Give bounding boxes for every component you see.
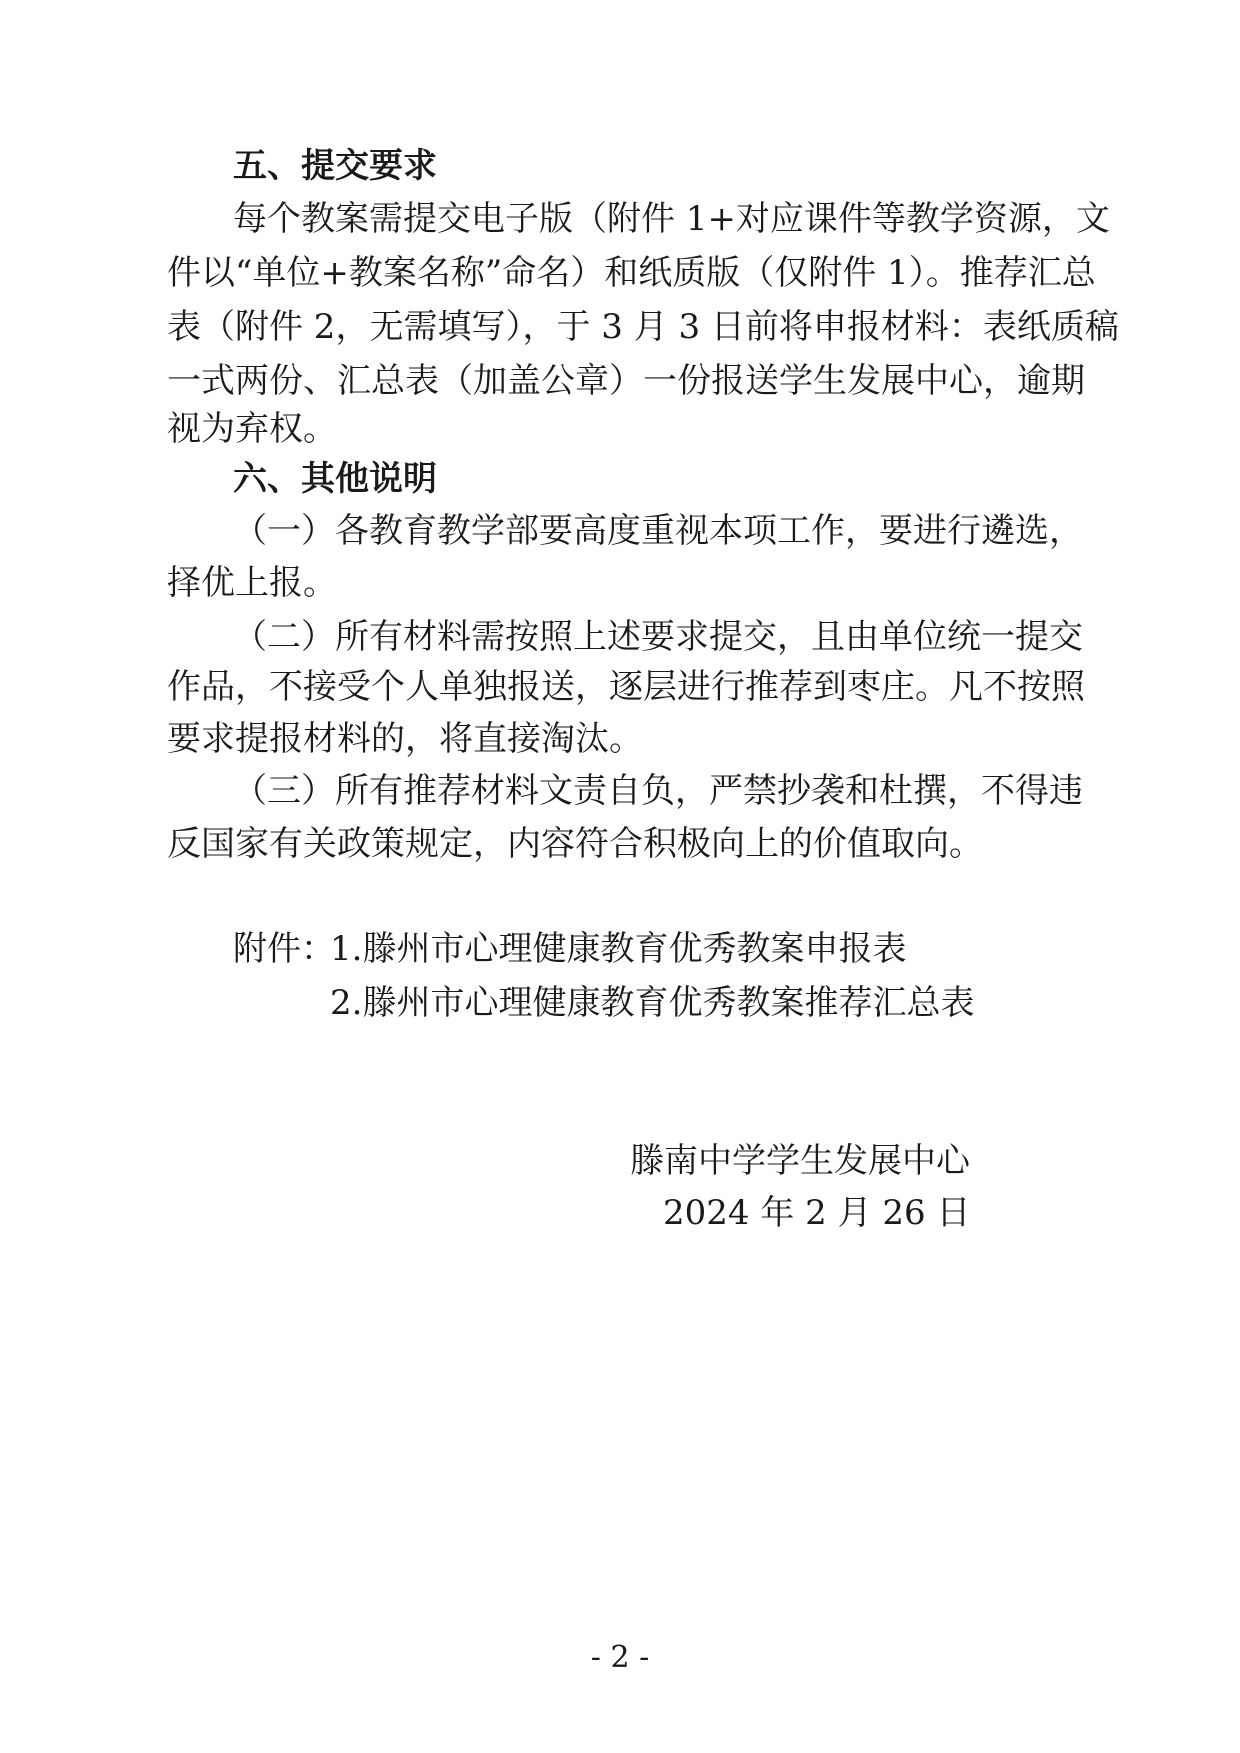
attachment-item-1: 1.滕州市心理健康教育优秀教案申报表 [330, 929, 907, 969]
section6-item1-line-2: 择优上报。 [167, 563, 337, 603]
signature-org: 滕南中学学生发展中心 [630, 1141, 970, 1181]
section5-line-5: 视为弃权。 [167, 409, 337, 449]
section6-item1-line-1: （一）各教育教学部要高度重视本项工作，要进行遴选， [233, 511, 1083, 551]
attachments-label: 附件： [233, 929, 335, 969]
signature-date: 2024 年 2 月 26 日 [663, 1193, 971, 1233]
section5-line-2: 件以“单位+教案名称”命名）和纸质版（仅附件 1）。推荐汇总 [167, 253, 1096, 293]
section6-item3-line-2: 反国家有关政策规定，内容符合积极向上的价值取向。 [167, 824, 983, 864]
section5-line-3: 表（附件 2，无需填写），于 3 月 3 日前将申报材料：表纸质稿 [167, 307, 1119, 347]
section5-line-4: 一式两份、汇总表（加盖公章）一份报送学生发展中心，逾期 [167, 361, 1085, 401]
section6-item2-line-1: （二）所有材料需按照上述要求提交，且由单位统一提交 [233, 617, 1083, 657]
section5-heading: 五、提交要求 [233, 146, 437, 186]
section6-item2-line-3: 要求提报材料的，将直接淘汰。 [167, 719, 643, 759]
section6-item2-line-2: 作品，不接受个人单独报送，逐层进行推荐到枣庄。凡不按照 [167, 667, 1085, 707]
section6-heading: 六、其他说明 [233, 459, 437, 499]
attachment-item-2: 2.滕州市心理健康教育优秀教案推荐汇总表 [330, 983, 975, 1023]
section6-item3-line-1: （三）所有推荐材料文责自负，严禁抄袭和杜撰，不得违 [233, 771, 1083, 811]
page-number: - 2 - [590, 1640, 650, 1675]
section5-line-1: 每个教案需提交电子版（附件 1+对应课件等教学资源，文 [233, 199, 1110, 239]
